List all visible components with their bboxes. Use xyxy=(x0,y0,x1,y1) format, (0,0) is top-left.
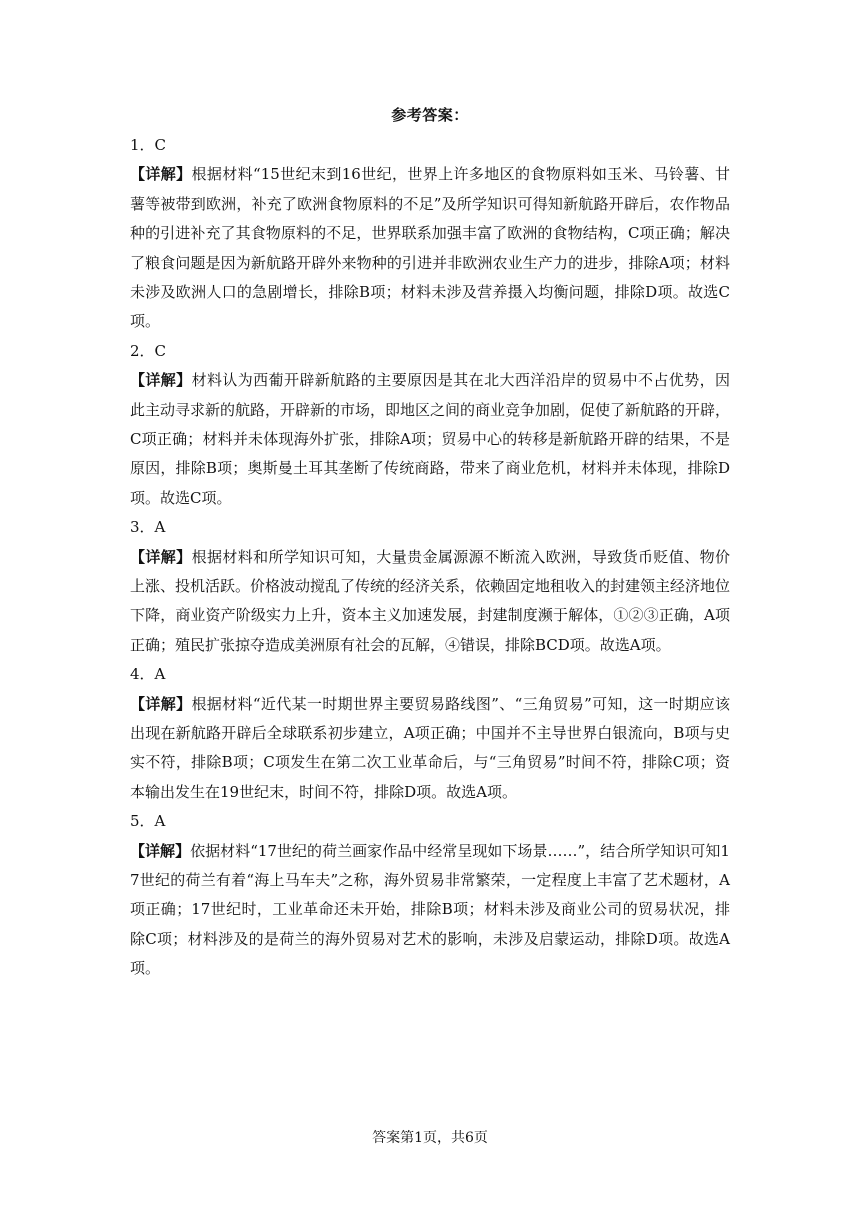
detail-tag: 【详解】 xyxy=(130,165,192,184)
answer-number: 2．C xyxy=(130,341,167,360)
detail-text: 根据材料和所学知识可知，大量贵金属源源不断流入欧洲，导致货币贬值、物价上涨、投机活跃。价格波动搅乱了传统的经济关系，依赖固定地租收入的封建领主经济地位下降，商业资产阶级实力上升，资本主义加速发展，封建制度濒于解体，①②③正确，A项正确；殖民扩张掠夺造成美洲原有社会的瓦解，④错误，排除BCD项。故选A项。 xyxy=(130,547,731,654)
answer-detail xyxy=(130,543,730,661)
detail-tag: 【详解】 xyxy=(130,694,192,713)
answer-item-5 xyxy=(130,807,730,983)
detail-text: 根据材料“近代某一时期世界主要贸易路线图”、“三角贸易”可知，这一时期应该出现在新航路开辟后全球联系初步建立，A项正确；中国并不主导世界白银流向，B项与史实不符，排除B项；C项发生在第二次工业革命后，与“三角贸易”时间不符，排除C项；资本输出发生在19世纪末，时间不符，排除D项。故选A项。 xyxy=(130,694,730,801)
answer-detail xyxy=(130,690,730,808)
page-footer: 答案第1页，共6页 xyxy=(372,1130,488,1146)
answer-detail xyxy=(130,366,730,513)
detail-text: 材料认为西葡开辟新航路的主要原因是其在北大西洋沿岸的贸易中不占优势，因此主动寻求新的航路，开辟新的市场，即地区之间的商业竞争加剧，促使了新航路的开辟，C项正确；材料并未体现海外扩张，排除A项；贸易中心的转移是新航路开辟的结果，不是原因，排除B项；奥斯曼土耳其垄断了传统商路，带来了商业危机，材料并未体现，排除D项。故选C项。 xyxy=(130,371,731,507)
answer-item-2 xyxy=(130,337,730,513)
answer-number: 3．A xyxy=(130,518,166,537)
answer-item-4 xyxy=(130,660,730,807)
detail-text: 依据材料“17世纪的荷兰画家作品中经常呈现如下场景……”，结合所学知识可知17世纪的荷兰有着“海上马车夫”之称，海外贸易非常繁荣，一定程度上丰富了艺术题材，A项正确；17世纪时，工业革命还未开始，排除B项；材料未涉及商业公司的贸易状况，排除C项；材料涉及的是荷兰的海外贸易对艺术的影响，未涉及启蒙运动，排除D项。故选A项。 xyxy=(130,841,730,978)
page-title: 参考答案： xyxy=(391,106,469,124)
detail-tag: 【详解】 xyxy=(130,547,192,566)
detail-tag: 【详解】 xyxy=(130,371,192,390)
answer-number: 4．A xyxy=(130,665,166,684)
answer-detail xyxy=(130,837,730,984)
answer-detail xyxy=(130,160,730,336)
answer-number: 5．A xyxy=(130,812,166,831)
answer-list xyxy=(130,131,730,984)
detail-tag: 【详解】 xyxy=(130,841,191,860)
answer-item-1 xyxy=(130,131,730,337)
answer-item-3 xyxy=(130,513,730,660)
detail-text: 根据材料“15世纪末到16世纪，世界上许多地区的食物原料如玉米、马铃薯、甘薯等被带到欧洲，补充了欧洲食物原料的不足”及所学知识可得知新航路开辟后，农作物品种的引进补充了其食物原料的不足，世界联系加强丰富了欧洲的食物结构，C项正确；解决了粮食问题是因为新航路开辟外来物种的引进并非欧洲农业生产力的进步，排除A项；材料未涉及欧洲人口的急剧增长，排除B项；材料未涉及营养摄入均衡问题，排除D项。故选C项。 xyxy=(130,165,730,331)
answer-number: 1．C xyxy=(130,136,167,154)
